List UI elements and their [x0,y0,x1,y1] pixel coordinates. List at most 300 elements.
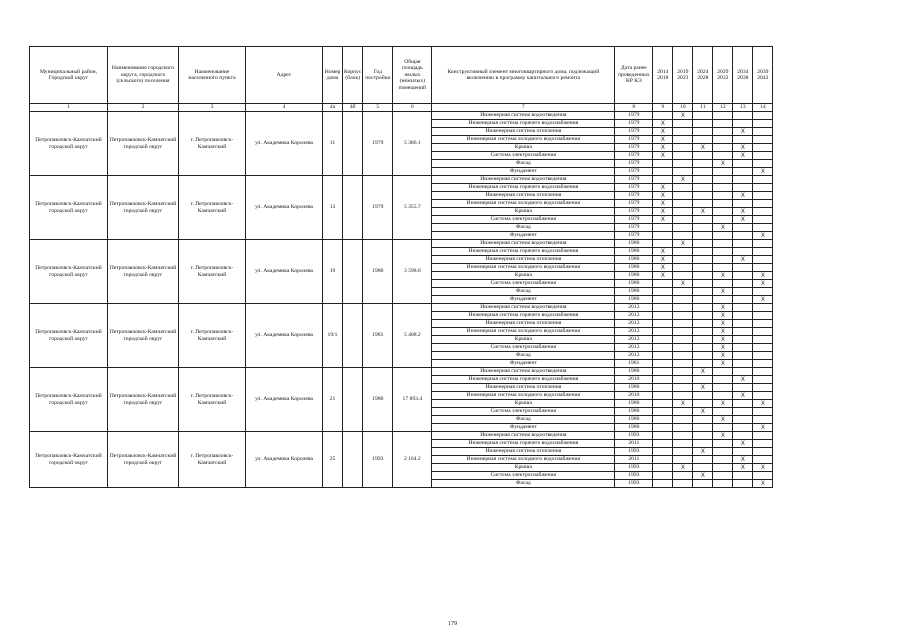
structural-element-cell: Инженерная система водоотведения [432,112,615,120]
district-cell: Петропавловск-Камчатский городской округ [30,304,108,368]
period-mark-cell [653,424,673,432]
period-mark-cell: X [713,224,733,232]
period-mark-cell: X [713,304,733,312]
address-cell: ул. Академика Королева [246,304,323,368]
column-number-row [30,104,773,112]
period-mark-cell [753,248,773,256]
period-mark-cell [673,232,693,240]
period-mark-cell [733,416,753,424]
previous-repair-date-cell: 1979 [615,176,653,184]
period-mark-cell [713,120,733,128]
period-mark-cell [653,312,673,320]
period-mark-cell [653,480,673,488]
period-mark-cell [753,120,773,128]
structural-element-cell: Фасад [432,288,615,296]
period-mark-cell [753,200,773,208]
period-mark-cell [693,120,713,128]
structural-element-cell: Инженерная система холодного водоснабжения [432,264,615,272]
period-mark-cell: X [753,232,773,240]
period-mark-cell: X [653,144,673,152]
period-mark-cell: X [653,128,673,136]
block-cell [343,176,363,240]
period-mark-cell: X [653,120,673,128]
previous-repair-date-cell: 1980 [615,416,653,424]
house-number-cell: 11 [323,112,343,176]
structural-element-cell: Инженерная система водоотведения [432,304,615,312]
period-mark-cell: X [653,256,673,264]
period-mark-cell [653,368,673,376]
period-mark-cell [673,360,693,368]
period-mark-cell [733,424,753,432]
structural-element-cell: Система электроснабжения [432,344,615,352]
structural-element-cell: Инженерная система водоотведения [432,368,615,376]
period-mark-cell [653,344,673,352]
previous-repair-date-cell: 1980 [615,368,653,376]
period-mark-cell [673,224,693,232]
period-mark-cell [753,320,773,328]
table-row [30,240,773,248]
structural-element-cell: Инженерная система горячего водоснабжения [432,312,615,320]
previous-repair-date-cell: 1993 [615,432,653,440]
header-period-2019-2023: 2019 2023 [673,47,693,104]
structural-element-cell: Фундамент [432,360,615,368]
house-number-cell: 25 [323,432,343,488]
period-mark-cell [753,456,773,464]
period-mark-cell [673,320,693,328]
period-mark-cell: X [713,288,733,296]
period-mark-cell [673,392,693,400]
period-mark-cell [673,264,693,272]
period-mark-cell: X [653,272,673,280]
settlement-cell: Петропавловск-Камчатский городской округ [108,304,179,368]
period-mark-cell [673,424,693,432]
previous-repair-date-cell: 1980 [615,288,653,296]
previous-repair-date-cell: 1979 [615,200,653,208]
period-mark-cell [733,296,753,304]
period-mark-cell [673,192,693,200]
structural-element-cell: Инженерная система водоотведения [432,432,615,440]
period-mark-cell [693,344,713,352]
structural-element-cell: Инженерная система горячего водоснабжения [432,120,615,128]
period-mark-cell [733,384,753,392]
period-mark-cell [693,432,713,440]
period-mark-cell [693,192,713,200]
period-mark-cell [653,448,673,456]
area-cell: 3 598.6 [393,240,432,304]
block-cell [343,240,363,304]
period-mark-cell [733,312,753,320]
period-mark-cell [733,176,753,184]
header-period-2029-2033: 2029 2033 [713,47,733,104]
period-mark-cell [733,368,753,376]
period-mark-cell [753,216,773,224]
header-settlement: Наименование городского округа, городского (сельского) поселения [108,47,179,104]
period-mark-cell [673,456,693,464]
previous-repair-date-cell: 1980 [615,408,653,416]
area-cell: 5 386.1 [393,112,432,176]
period-mark-cell [693,256,713,264]
period-mark-cell: X [753,280,773,288]
period-mark-cell [673,448,693,456]
previous-repair-date-cell: 1993 [615,464,653,472]
previous-repair-date-cell: 1979 [615,224,653,232]
locality-cell: г. Петропавловск-Камчатский [179,304,246,368]
address-cell: ул. Академика Королева [246,240,323,304]
previous-repair-date-cell: 2011 [615,440,653,448]
structural-element-cell: Фасад [432,416,615,424]
period-mark-cell [693,200,713,208]
period-mark-cell [753,336,773,344]
period-mark-cell [713,368,733,376]
period-mark-cell: X [653,248,673,256]
previous-repair-date-cell: 1979 [615,192,653,200]
year-built-cell: 1993 [363,432,393,488]
period-mark-cell [653,384,673,392]
address-cell: ул. Академика Королева [246,176,323,240]
period-mark-cell [753,408,773,416]
period-mark-cell [693,336,713,344]
period-mark-cell: X [653,152,673,160]
period-mark-cell [653,296,673,304]
structural-element-cell: Система электроснабжения [432,472,615,480]
period-mark-cell [713,200,733,208]
period-mark-cell [673,200,693,208]
period-mark-cell: X [753,480,773,488]
period-mark-cell: X [733,256,753,264]
period-mark-cell [733,480,753,488]
block-cell [343,304,363,368]
period-mark-cell: X [653,200,673,208]
period-mark-cell: X [733,464,753,472]
previous-repair-date-cell: 1980 [615,248,653,256]
structural-element-cell: Система электроснабжения [432,216,615,224]
period-mark-cell [753,376,773,384]
table-row [30,368,773,376]
period-mark-cell: X [693,448,713,456]
period-mark-cell [713,440,733,448]
period-mark-cell [673,328,693,336]
period-mark-cell [693,400,713,408]
period-mark-cell [713,112,733,120]
period-mark-cell [693,312,713,320]
period-mark-cell [713,232,733,240]
area-cell: 17 893.4 [393,368,432,432]
structural-element-cell: Инженерная система холодного водоснабжения [432,136,615,144]
period-mark-cell [713,168,733,176]
structural-element-cell: Фундамент [432,232,615,240]
header-period-2014-2018: 2014 2018 [653,47,673,104]
period-mark-cell [653,160,673,168]
column-number: 14 [753,104,773,112]
period-mark-cell: X [673,240,693,248]
settlement-cell: Петропавловск-Камчатский городской округ [108,112,179,176]
period-mark-cell [753,328,773,336]
period-mark-cell [653,440,673,448]
period-mark-cell [733,448,753,456]
header-row [30,47,773,104]
period-mark-cell [733,160,753,168]
period-mark-cell [753,136,773,144]
period-mark-cell [693,248,713,256]
period-mark-cell [653,224,673,232]
previous-repair-date-cell: 1980 [615,424,653,432]
period-mark-cell [753,384,773,392]
house-number-cell: 19 [323,240,343,304]
period-mark-cell [693,456,713,464]
period-mark-cell: X [713,432,733,440]
period-mark-cell: X [713,360,733,368]
period-mark-cell [673,248,693,256]
period-mark-cell [733,304,753,312]
period-mark-cell [653,432,673,440]
house-number-cell: 21 [323,368,343,432]
period-mark-cell [753,288,773,296]
period-mark-cell: X [733,128,753,136]
period-mark-cell [713,144,733,152]
period-mark-cell [653,472,673,480]
period-mark-cell: X [733,152,753,160]
previous-repair-date-cell: 2010 [615,376,653,384]
period-mark-cell [673,208,693,216]
period-mark-cell [693,136,713,144]
period-mark-cell [713,280,733,288]
period-mark-cell [713,448,733,456]
table-row [30,432,773,440]
period-mark-cell [753,448,773,456]
period-mark-cell [733,272,753,280]
period-mark-cell [713,472,733,480]
period-mark-cell [733,352,753,360]
period-mark-cell [673,120,693,128]
period-mark-cell [673,256,693,264]
period-mark-cell [693,440,713,448]
house-number-cell: 13 [323,176,343,240]
period-mark-cell [713,376,733,384]
period-mark-cell [713,424,733,432]
structural-element-cell: Инженерная система отопления [432,192,615,200]
header-district: Муниципальный район, Городской округ [30,47,108,104]
structural-element-cell: Инженерная система горячего водоснабжения [432,440,615,448]
period-mark-cell [673,296,693,304]
period-mark-cell [673,344,693,352]
previous-repair-date-cell: 1979 [615,120,653,128]
period-mark-cell [653,352,673,360]
period-mark-cell [713,240,733,248]
period-mark-cell: X [713,272,733,280]
structural-element-cell: Инженерная система холодного водоснабжения [432,392,615,400]
period-mark-cell: X [753,168,773,176]
structural-element-cell: Фасад [432,480,615,488]
previous-repair-date-cell: 1981 [615,360,653,368]
period-mark-cell: X [673,280,693,288]
period-mark-cell [693,224,713,232]
period-mark-cell [673,184,693,192]
period-mark-cell [693,280,713,288]
previous-repair-date-cell: 1993 [615,480,653,488]
period-mark-cell [673,352,693,360]
period-mark-cell [753,256,773,264]
house-number-cell: 19/1 [323,304,343,368]
structural-element-cell: Инженерная система водоотведения [432,240,615,248]
previous-repair-date-cell: 1979 [615,232,653,240]
previous-repair-date-cell: 1993 [615,448,653,456]
area-cell: 5 355.7 [393,176,432,240]
period-mark-cell [693,264,713,272]
structural-element-cell: Фасад [432,224,615,232]
structural-element-cell: Инженерная система отопления [432,384,615,392]
period-mark-cell [653,280,673,288]
period-mark-cell [733,432,753,440]
period-mark-cell: X [733,208,753,216]
header-address: Адрес [246,47,323,104]
page-number: 179 [448,621,457,627]
structural-element-cell: Система электроснабжения [432,152,615,160]
period-mark-cell [673,288,693,296]
period-mark-cell [653,456,673,464]
column-number: 1 [30,104,108,112]
period-mark-cell [693,216,713,224]
locality-cell: г. Петропавловск-Камчатский [179,112,246,176]
period-mark-cell [653,304,673,312]
period-mark-cell [713,384,733,392]
period-mark-cell [713,184,733,192]
period-mark-cell: X [693,208,713,216]
previous-repair-date-cell: 1980 [615,384,653,392]
period-mark-cell [693,392,713,400]
previous-repair-date-cell: 1980 [615,280,653,288]
period-mark-cell: X [733,192,753,200]
previous-repair-date-cell: 2013 [615,344,653,352]
period-mark-cell [653,288,673,296]
previous-repair-date-cell: 1979 [615,216,653,224]
period-mark-cell [713,456,733,464]
period-mark-cell: X [673,464,693,472]
period-mark-cell [713,256,733,264]
period-mark-cell [653,320,673,328]
header-year-built: Год постройки [363,47,393,104]
previous-repair-date-cell: 1980 [615,272,653,280]
period-mark-cell [693,168,713,176]
period-mark-cell: X [713,320,733,328]
period-mark-cell [733,112,753,120]
area-cell: 2 164.2 [393,432,432,488]
previous-repair-date-cell: 1980 [615,240,653,248]
period-mark-cell: X [713,336,733,344]
period-mark-cell: X [753,424,773,432]
structural-element-cell: Система электроснабжения [432,408,615,416]
structural-element-cell: Инженерная система водоотведения [432,176,615,184]
period-mark-cell [673,168,693,176]
period-mark-cell [653,400,673,408]
column-number: 5 [363,104,393,112]
period-mark-cell [673,312,693,320]
period-mark-cell [653,232,673,240]
period-mark-cell [753,344,773,352]
period-mark-cell: X [733,144,753,152]
previous-repair-date-cell: 1979 [615,128,653,136]
period-mark-cell [713,296,733,304]
period-mark-cell [733,360,753,368]
period-mark-cell [693,376,713,384]
period-mark-cell [753,208,773,216]
period-mark-cell [713,264,733,272]
period-mark-cell [733,344,753,352]
header-period-2034-2038: 2034 2038 [733,47,753,104]
period-mark-cell: X [713,312,733,320]
period-mark-cell [733,168,753,176]
settlement-cell: Петропавловск-Камчатский городской округ [108,240,179,304]
period-mark-cell [673,368,693,376]
header-house-number: Номер дома [323,47,343,104]
period-mark-cell: X [653,184,673,192]
structural-element-cell: Инженерная система холодного водоснабжения [432,328,615,336]
header-structural-element: Конструктивный элемент многоквартирного дома, подлежащий включению в программу капитального ремонта [432,47,615,104]
period-mark-cell [653,336,673,344]
period-mark-cell: X [673,176,693,184]
address-cell: ул. Академика Королева [246,368,323,432]
period-mark-cell: X [693,408,713,416]
column-number: 9 [653,104,673,112]
structural-element-cell: Инженерная система горячего водоснабжения [432,248,615,256]
period-mark-cell [693,152,713,160]
period-mark-cell [693,424,713,432]
column-number: 8 [615,104,653,112]
locality-cell: г. Петропавловск-Камчатский [179,368,246,432]
address-cell: ул. Академика Королева [246,432,323,488]
period-mark-cell [713,176,733,184]
previous-repair-date-cell: 2011 [615,456,653,464]
district-cell: Петропавловск-Камчатский городской округ [30,112,108,176]
district-cell: Петропавловск-Камчатский городской округ [30,176,108,240]
period-mark-cell [673,216,693,224]
table-body [30,112,773,488]
period-mark-cell [733,336,753,344]
period-mark-cell: X [653,136,673,144]
period-mark-cell [713,128,733,136]
period-mark-cell [733,232,753,240]
period-mark-cell [713,392,733,400]
period-mark-cell: X [653,216,673,224]
period-mark-cell [733,240,753,248]
district-cell: Петропавловск-Камчатский городской округ [30,368,108,432]
previous-repair-date-cell: 2013 [615,312,653,320]
period-mark-cell: X [673,400,693,408]
locality-cell: г. Петропавловск-Камчатский [179,176,246,240]
period-mark-cell [653,416,673,424]
period-mark-cell [753,432,773,440]
period-mark-cell [653,360,673,368]
period-mark-cell [693,416,713,424]
period-mark-cell: X [733,392,753,400]
period-mark-cell [673,384,693,392]
period-mark-cell [753,416,773,424]
column-number: 12 [713,104,733,112]
period-mark-cell [753,472,773,480]
period-mark-cell: X [653,264,673,272]
header-locality: Наименование населенного пункта [179,47,246,104]
period-mark-cell [673,416,693,424]
column-number: 4б [343,104,363,112]
previous-repair-date-cell: 2013 [615,304,653,312]
period-mark-cell [653,464,673,472]
period-mark-cell [673,472,693,480]
period-mark-cell [673,336,693,344]
capital-repair-table [29,46,773,488]
period-mark-cell [693,360,713,368]
period-mark-cell: X [713,400,733,408]
column-number: 3 [179,104,246,112]
period-mark-cell [753,264,773,272]
